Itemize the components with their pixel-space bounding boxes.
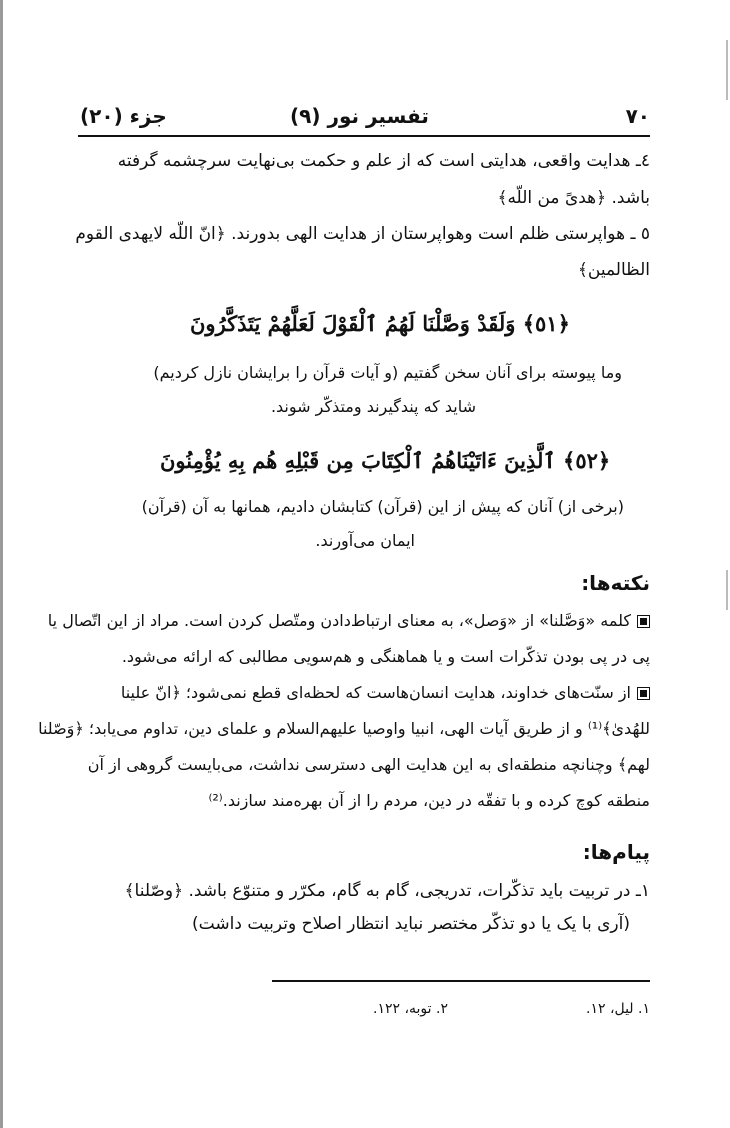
note-line xyxy=(121,683,650,702)
note-2-line-2: للهُدیٰ﴾⁽¹⁾ و از طریق آیات الهی، انبیا واوصیا علیهم‌السلام و علمای دین، تداوم می‌یابد؛ ﴿وَصّلنا xyxy=(38,719,650,738)
header-rule xyxy=(78,135,650,137)
part-label: جزء (۲۰) xyxy=(80,104,167,128)
scan-mark xyxy=(726,40,728,100)
note-2-line-1: از سنّت‌های خداوند، هدایت انسان‌هاست که لحظه‌ای قطع نمی‌شود؛ ﴿انّ علینا xyxy=(120,683,631,702)
scan-mark xyxy=(726,570,728,610)
note-1-line-2: پی در پی بودن تذکّرات است و یا هماهنگی و هم‌سویی مطالبی که ارائه می‌شود. xyxy=(121,647,650,666)
verse-51-translation: شاید که پندگیرند ومتذکّر شوند. xyxy=(270,397,476,416)
intro-line: باشد. ﴿هدىً من اللّه﴾ xyxy=(497,188,650,208)
note-1-line-1: کلمه «وَصَّلنا» از «وَصل»، به معنای ارتباط‌دادن ومتّصل کردن است. مراد از این اتّصال یا xyxy=(47,611,631,630)
note-2-line-4: منطقه کوچ کرده و با تفقّه در دین، مردم را از آن بهره‌مند سازند.⁽²⁾ xyxy=(208,791,650,810)
page-scan-edge xyxy=(0,0,3,1128)
intro-line: الظالمین﴾ xyxy=(577,260,650,280)
footnote-1: ۱. لیل، ۱۲. xyxy=(586,1001,650,1017)
footnote-2: ۲. توبه، ۱۲۲. xyxy=(373,1001,448,1017)
notes-title: نکته‌ها: xyxy=(581,571,650,595)
message-line-2: (آری با یک یا دو تذکّر مختصر نباید انتظار اصلاح وتربیت داشت) xyxy=(192,914,630,934)
verse-51-translation: وما پیوسته برای آنان سخن گفتیم (و آیات قرآن را برایشان نازل کردیم) xyxy=(153,363,622,382)
note-2-line-3: لهم﴾ وچنانچه منطقه‌ای به این هدایت الهی دسترسی نداشت، می‌بایست گروهی از آن xyxy=(87,755,650,774)
verse-52-arabic: ﴿٥٢﴾ ٱلَّذِينَ ءَاتَيْنَاهُمُ ٱلْكِتَابَ مِن قَبْلِهِ هُم بِهِ يُؤْمِنُونَ xyxy=(160,448,611,473)
verse-52-translation: ایمان می‌آورند. xyxy=(315,531,415,550)
verse-52-translation: (برخی از) آنان که پیش از این (قرآن) کتابشان دادیم، همانها به آن (قرآن) xyxy=(141,497,624,516)
messages-title: پیام‌ها: xyxy=(582,840,650,864)
message-line-1: ۱ـ در تربیت باید تذکّرات، تدریجی، گام به گام، مکرّر و متنوّع باشد. ﴿وصّلنا﴾ xyxy=(124,881,650,901)
page-number: ۷۰ xyxy=(625,104,650,128)
intro-line: ٥ ـ هواپرستی ظلم است وهواپرستان از هدایت الهی بدورند. ﴿انّ اللّه لایهدی القوم xyxy=(75,224,650,244)
square-bullet-icon xyxy=(637,615,650,628)
verse-51-arabic: ﴿٥١﴾ وَلَقَدْ وَصَّلْنَا لَهُمُ ٱلْقَوْلَ لَعَلَّهُمْ يَتَذَكَّرُونَ xyxy=(190,311,570,336)
footnote-rule xyxy=(272,980,650,982)
book-title: تفسیر نور (۹) xyxy=(290,104,429,128)
note-line xyxy=(48,611,650,630)
square-bullet-icon xyxy=(637,687,650,700)
intro-line: ٤ـ هدایت واقعی، هدایتی است که از علم و حکمت بی‌نهایت سرچشمه گرفته xyxy=(117,151,650,171)
